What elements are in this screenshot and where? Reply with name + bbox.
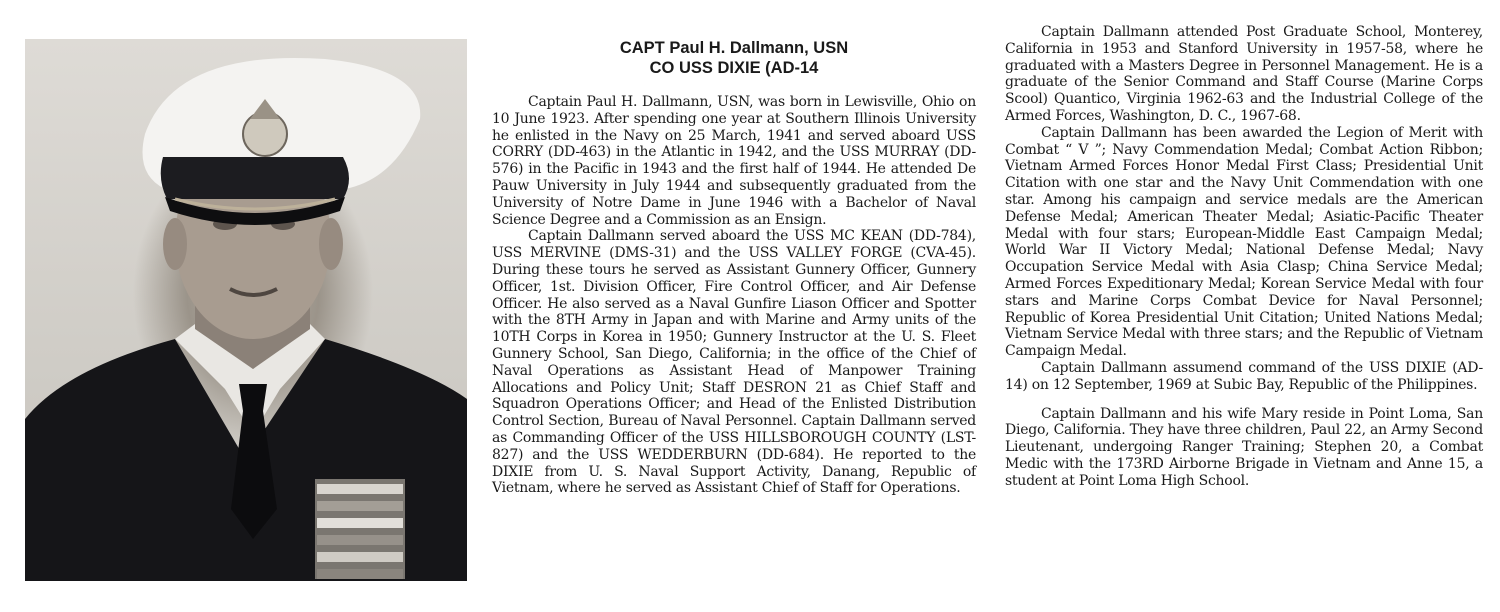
- page-subtitle: CO USS DIXIE (AD-14: [649, 59, 819, 77]
- portrait-photo: [25, 39, 467, 581]
- portrait-illustration: [25, 39, 467, 581]
- bio-paragraph-4: Captain Dallmann has been awarded the Legion of Merit with Combat “ V ”; Navy Commendation Medal; Combat Action Ribbon; Vietnam Armed Forces Honor Medal First Class; Presidential Unit Citation with one star and the Navy Unit Commendation with one star. Among his campaign and service medals are the American Defense Medal; American Theater Medal; Asiatic-Pacific Theater Medal with four stars; European-Middle East Campaign Medal; World War II Victory Medal; National Defense Medal; Navy Occupation Service Medal with Asia Clasp; China Service Medal; Armed Forces Expeditionary Medal; Korean Service Medal with four stars and Marine Corps Combat Device for Naval Personnel; Republic of Korea Presidential Unit Citation; United Nations Medal; Vietnam Service Medal with three stars; and the Republic of Vietnam Campaign Medal.: [1005, 124, 1483, 360]
- biography-column-right: [1005, 24, 1483, 490]
- cap-band: [161, 157, 349, 199]
- bio-paragraph-1: Captain Paul H. Dallmann, USN, was born in Lewisville, Ohio on 10 June 1923. After spending one year at Southern Illinois University he enlisted in the Navy on 25 March, 1941 and served aboard USS CORRY (DD-463) in the Atlantic in 1942, and the USS MURRAY (DD-576) in the Pacific in 1943 and the first half of 1944. He attended De Pauw University in July 1944 and subsequently graduated from the University of Notre Dame in June 1946 with a Bachelor of Naval Science Degree and a Commission as an Ensign.: [492, 94, 976, 228]
- biography-column-left: [492, 38, 976, 497]
- bio-paragraph-6: Captain Dallmann and his wife Mary reside in Point Loma, San Diego, California. They have three children, Paul 22, an Army Second Lieutenant, undergoing Ranger Training; Stephen 20, a Combat Medic with the 173RD Airborne Brigade in Vietnam and Anne 15, a student at Point Loma High School.: [1005, 405, 1483, 489]
- page-title: CAPT Paul H. Dallmann, USN: [619, 39, 849, 57]
- bio-paragraph-2: Captain Dallmann served aboard the USS MC KEAN (DD-784), USS MERVINE (DMS-31) and the USS VALLEY FORGE (CVA-45). During these tours he served as Assistant Gunnery Officer, Gunnery Officer, 1st. Division Officer, Fire Control Officer, and Air Defense Officer. He also served as a Naval Gunfire Liason Officer and Spotter with the 8TH Army in Japan and with Marine and Army units of the 10TH Corps in Korea in 1950; Gunnery Instructor at the U. S. Fleet Gunnery School, San Diego, California; in the office of the Chief of Naval Operations as Assistant Head of Manpower Training Allocations and Policy Unit; Staff DESRON 21 as Chief Staff and Squadron Operations Officer; and Head of the Enlisted Distribution Control Section, Bureau of Naval Personnel. Captain Dallmann served as Commanding Officer of the USS HILLSBOROUGH COUNTY (LST-827) and the USS WEDDERBURN (DD-684). He reported to the DIXIE from U. S. Naval Support Activity, Danang, Republic of Vietnam, where he served as Assistant Chief of Staff for Operations.: [492, 228, 976, 497]
- service-ribbons: [315, 479, 405, 579]
- bio-paragraph-5: Captain Dallmann assumend command of the USS DIXIE (AD-14) on 12 September, 1969 at Subic Bay, Republic of the Philippines.: [1005, 359, 1483, 393]
- bio-paragraph-3: Captain Dallmann attended Post Graduate School, Monterey, California in 1953 and Stanford University in 1957-58, where he graduated with a Masters Degree in Personnel Management. He is a graduate of the Senior Command and Staff Course (Marine Corps Scool) Quantico, Virginia 1962-63 and the Industrial College of the Armed Forces, Washington, D. C., 1967-68.: [1005, 24, 1483, 124]
